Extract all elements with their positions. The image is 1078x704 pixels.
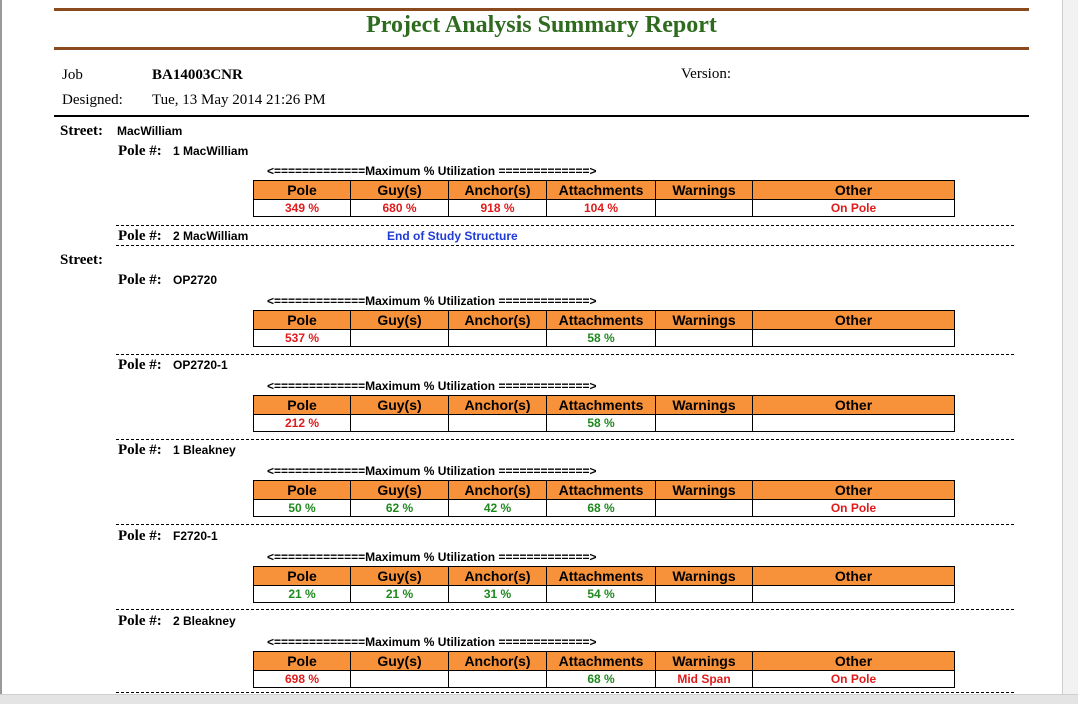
- utilization-banner: <=============Maximum % Utilization =============>: [267, 464, 597, 478]
- header-pole: Pole: [254, 396, 351, 415]
- job-value: BA14003CNR: [152, 67, 243, 83]
- pole-separator: [116, 692, 1014, 693]
- header-anchors: Anchor(s): [449, 567, 547, 586]
- header-other: Other: [753, 396, 955, 415]
- header-pole: Pole: [254, 567, 351, 586]
- cell-anchors: 918 %: [449, 200, 547, 217]
- cell-other: On Pole: [753, 200, 955, 217]
- designed-value: Tue, 13 May 2014 21:26 PM: [152, 92, 326, 108]
- table-header-row: [254, 481, 955, 500]
- cell-attachments: 58 %: [547, 415, 656, 432]
- cell-warnings: [656, 500, 753, 517]
- cell-other: [753, 330, 955, 347]
- table-row: [254, 671, 955, 688]
- pole-label: Pole #:: [118, 613, 162, 629]
- pole-separator: [116, 225, 1014, 226]
- header-warnings: Warnings: [656, 652, 753, 671]
- header-other: Other: [753, 567, 955, 586]
- cell-warnings: [656, 586, 753, 603]
- header-anchors: Anchor(s): [449, 181, 547, 200]
- header-pole: Pole: [254, 481, 351, 500]
- header-guys: Guy(s): [351, 181, 449, 200]
- header-guys: Guy(s): [351, 396, 449, 415]
- pole-id: OP2720-1: [173, 358, 228, 372]
- cell-pole: 50 %: [254, 500, 351, 517]
- cell-guys: [351, 415, 449, 432]
- cell-warnings: [656, 415, 753, 432]
- cell-other: On Pole: [753, 500, 955, 517]
- header-warnings: Warnings: [656, 181, 753, 200]
- header-warnings: Warnings: [656, 396, 753, 415]
- header-pole: Pole: [254, 181, 351, 200]
- header-anchors: Anchor(s): [449, 652, 547, 671]
- header-guys: Guy(s): [351, 311, 449, 330]
- end-of-study-note: End of Study Structure: [387, 229, 518, 243]
- utilization-table: [253, 395, 955, 432]
- designed-label: Designed:: [62, 92, 123, 108]
- cell-attachments: 58 %: [547, 330, 656, 347]
- utilization-banner: <=============Maximum % Utilization =============>: [267, 635, 597, 649]
- pole-separator: [116, 524, 1014, 525]
- cell-guys: 21 %: [351, 586, 449, 603]
- pole-separator: [116, 609, 1014, 610]
- header-guys: Guy(s): [351, 652, 449, 671]
- table-header-row: [254, 567, 955, 586]
- header-other: Other: [753, 181, 955, 200]
- street-label: Street:: [60, 252, 104, 268]
- header-anchors: Anchor(s): [449, 396, 547, 415]
- header-attachments: Attachments: [547, 567, 656, 586]
- pole-separator: [116, 245, 1014, 246]
- utilization-table: [253, 480, 955, 517]
- pole-label: Pole #:: [118, 228, 162, 244]
- pole-label: Pole #:: [118, 272, 162, 288]
- header-warnings: Warnings: [656, 567, 753, 586]
- report-title: Project Analysis Summary Report: [366, 12, 717, 38]
- cell-other: On Pole: [753, 671, 955, 688]
- table-header-row: [254, 652, 955, 671]
- header-attachments: Attachments: [547, 311, 656, 330]
- table-row: [254, 415, 955, 432]
- header-guys: Guy(s): [351, 567, 449, 586]
- cell-guys: 62 %: [351, 500, 449, 517]
- pole-id: OP2720: [173, 273, 218, 287]
- header-other: Other: [753, 311, 955, 330]
- cell-anchors: [449, 671, 547, 688]
- header-attachments: Attachments: [547, 181, 656, 200]
- pole-label: Pole #:: [118, 442, 162, 458]
- table-row: [254, 330, 955, 347]
- header-other: Other: [753, 652, 955, 671]
- version-label: Version:: [681, 66, 731, 82]
- job-label: Job: [62, 67, 83, 83]
- utilization-banner: <=============Maximum % Utilization =============>: [267, 379, 597, 393]
- header-attachments: Attachments: [547, 652, 656, 671]
- utilization-banner: <=============Maximum % Utilization =============>: [267, 294, 597, 308]
- cell-warnings: [656, 330, 753, 347]
- cell-attachments: 104 %: [547, 200, 656, 217]
- header-anchors: Anchor(s): [449, 311, 547, 330]
- cell-pole: 537 %: [254, 330, 351, 347]
- pole-separator: [116, 439, 1014, 440]
- cell-anchors: [449, 330, 547, 347]
- title-top-rule: [54, 8, 1029, 11]
- cell-guys: 680 %: [351, 200, 449, 217]
- table-header-row: [254, 311, 955, 330]
- pole-id: 2 Bleakney: [173, 614, 236, 628]
- header-anchors: Anchor(s): [449, 481, 547, 500]
- header-rule: [54, 115, 1029, 117]
- header-warnings: Warnings: [656, 311, 753, 330]
- vertical-scrollbar[interactable]: [1062, 0, 1078, 703]
- table-row: [254, 500, 955, 517]
- header-pole: Pole: [254, 311, 351, 330]
- title-bottom-rule: [54, 47, 1029, 50]
- cell-guys: [351, 671, 449, 688]
- pole-id: F2720-1: [173, 529, 218, 543]
- utilization-table: [253, 651, 955, 688]
- cell-warnings: Mid Span: [656, 671, 753, 688]
- pole-label: Pole #:: [118, 528, 162, 544]
- cell-pole: 349 %: [254, 200, 351, 217]
- table-header-row: [254, 181, 955, 200]
- cell-attachments: 68 %: [547, 500, 656, 517]
- pole-id: 1 MacWilliam: [173, 144, 249, 158]
- table-header-row: [254, 396, 955, 415]
- pole-label: Pole #:: [118, 357, 162, 373]
- street-label: Street:: [60, 123, 104, 139]
- cell-anchors: 42 %: [449, 500, 547, 517]
- cell-pole: 698 %: [254, 671, 351, 688]
- header-pole: Pole: [254, 652, 351, 671]
- cell-pole: 212 %: [254, 415, 351, 432]
- utilization-table: [253, 180, 955, 217]
- cell-anchors: 31 %: [449, 586, 547, 603]
- cell-warnings: [656, 200, 753, 217]
- street-name: MacWilliam: [117, 124, 183, 138]
- cell-anchors: [449, 415, 547, 432]
- utilization-banner: <=============Maximum % Utilization =============>: [267, 550, 597, 564]
- pole-label: Pole #:: [118, 143, 162, 159]
- pole-separator: [116, 354, 1014, 355]
- utilization-banner: <=============Maximum % Utilization =============>: [267, 164, 597, 178]
- header-attachments: Attachments: [547, 396, 656, 415]
- header-other: Other: [753, 481, 955, 500]
- pole-id: 2 MacWilliam: [173, 229, 249, 243]
- table-row: [254, 586, 955, 603]
- header-warnings: Warnings: [656, 481, 753, 500]
- cell-guys: [351, 330, 449, 347]
- pole-id: 1 Bleakney: [173, 443, 236, 457]
- cell-other: [753, 586, 955, 603]
- cell-attachments: 54 %: [547, 586, 656, 603]
- utilization-table: [253, 566, 955, 603]
- cell-other: [753, 415, 955, 432]
- cell-pole: 21 %: [254, 586, 351, 603]
- table-row: [254, 200, 955, 217]
- header-attachments: Attachments: [547, 481, 656, 500]
- utilization-table: [253, 310, 955, 347]
- cell-attachments: 68 %: [547, 671, 656, 688]
- header-guys: Guy(s): [351, 481, 449, 500]
